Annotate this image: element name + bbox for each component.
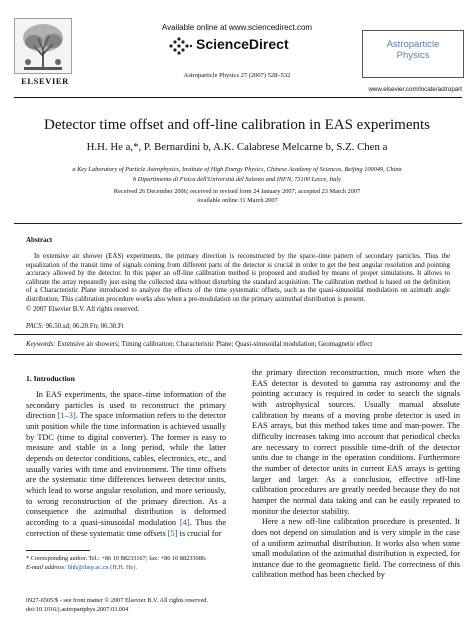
doi-line[interactable]: doi:10.1016/j.astropartphys.2007.03.004: [26, 606, 129, 613]
keywords-label: Keywords:: [26, 341, 56, 348]
introduction-right-column: [252, 368, 460, 581]
keywords-line: [26, 341, 372, 348]
abstract-copyright: © 2007 Elsevier B.V. All rights reserved.: [26, 306, 140, 313]
intro-right-paragraph-1: the primary direction reconstruction, much more when the EAS detector is devoted to gamma ray astronomy and the pointing accuracy is required in order to search the signals with astrophysical sources. Usually manual absolute calibration by means of a moving probe detector is used in EAS arrays, but this method takes time and man-power. The difficulty increases taking into account that periodical checks are necessary to correct possible time-drift of the detector units due to change in the operation conditions. Furthermore the number of detector units in current EAS arrays is getting larger and larger. As a conclusion, effective off-line calibration procedures are greatly needed because they do not hamper the normal data taking and can be easily repeated to monitor the detector stability.: [252, 368, 460, 516]
introduction-left-column: [26, 390, 226, 539]
intro-right-paragraph-2: Here a new off-line calibration procedure is presented. It does not depend on simulation and is very simple in the case of a uniform azimuthal distribution. It works also when some small modulation of the azimuthal distribution is expected, for instance due to the geomagnetic field. The correctness of this calibration method has been checked by: [252, 517, 460, 580]
header-rule: [14, 97, 462, 98]
abstract-top-rule: [14, 223, 462, 224]
reference-link-1-3[interactable]: [1–3]: [57, 411, 76, 421]
publisher-name: ELSEVIER: [21, 76, 69, 86]
email-label: E-mail address:: [26, 564, 67, 571]
received-dates: Received 26 December 2006; received in revised form 24 January 2007; accepted 23 March 2007: [113, 188, 361, 195]
journal-cover-box: [362, 30, 464, 78]
pacs-line: [26, 323, 124, 330]
keywords-values: Extensive air showers; Timing calibration; Characteristic Plane; Quasi-sinusoidal modulation; Geomagnetic effect: [57, 341, 373, 348]
keywords-top-rule: [14, 334, 462, 335]
affiliation-a: a Key Laboratory of Particle Astrophysics, Institute of High Energy Physics, Chinese Academy of Sciences, Beijing 100049, China: [72, 166, 402, 173]
email-note: [26, 564, 137, 571]
abstract-heading: Abstract: [26, 236, 53, 244]
intro-text-part1: In EAS experiments, the space–time information of the secondary particles is used to reconstruct the primary direction: [26, 390, 226, 421]
intro-text-part2: . The space information refers to the detector unit position while the time information is achieved usually by TDC (time to digital converter). The former is easy to measure and stable in a long period, while the latter depends on detector conditions, cables, electronics, etc., and usually varies with time and environment. The time offsets are the systematic time differences between detector units, which lead to worse angular resolution, and more seriously, to wrong reconstruction of the primary direction. As a consequence the azimuthal distribution is deformed according to a quasi-sinusoidal modulation: [26, 411, 226, 527]
journal-name-line2: Physics: [396, 50, 430, 61]
sciencedirect-title: ScienceDirect: [196, 36, 289, 52]
journal-citation: Astroparticle Physics 27 (2007) 528–532: [183, 72, 291, 79]
corresponding-author-note: * Corresponding author. Tel.: +86 10 88233167; fax: +86 10 88233086.: [26, 555, 207, 562]
reference-link-4[interactable]: [4]: [179, 517, 190, 527]
intro-text-part3: . Thus the correction of these systematic time offsets: [26, 517, 227, 538]
sciencedirect-brand: [168, 34, 318, 56]
affiliation-b: b Dipartimento di Fisica dell'Università del Salento and INFN, 73100 Lecce, Italy: [133, 176, 341, 183]
footnote-rule: [26, 550, 90, 551]
article-authors: H.H. He a,*, P. Bernardini b, A.K. Calabrese Melcarne b, S.Z. Chen a: [86, 141, 388, 153]
pacs-label: PACS:: [26, 323, 44, 330]
abstract-text: In extensive air shower (EAS) experiments, the primary direction is reconstructed by the space–time pattern of secondary particles. Thus the equalization of the transit time of signals coming from different parts of the detector is crucial in order to get the best angular resolution and pointing accuracy allowed by the detector. In this paper an off-line calibration method is proposed and studied by means of proper simulations. It allows to calibrate the array repeatedly just using the collected data without disturbing the standard acquisition. The calibration method is based on the definition of a Characteristic Plane introduced to analyze the effects of the time systematic offsets, such as the quasi-sinusoidal modulation on azimuth angle distribution. This calibration procedure works also when a pre-modulation on the primary azimuthal distribution is present.: [26, 253, 450, 303]
sciencedirect-dots-icon: [168, 36, 194, 56]
pacs-values: 96.50.sd; 06.20.Fn; 06.30.Ft: [45, 323, 124, 330]
reference-link-5[interactable]: [5]: [167, 528, 178, 538]
email-link[interactable]: hhh@ihep.ac.cn (H.H. He).: [67, 564, 138, 571]
intro-text-part4: is crucial for: [177, 528, 222, 538]
article-title: Detector time offset and off-line calibration in EAS experiments: [44, 117, 430, 133]
section-heading-introduction: 1. Introduction: [26, 374, 75, 383]
available-date: Available online 31 March 2007: [196, 197, 278, 204]
available-online-text: Available online at www.sciencedirect.com: [161, 23, 313, 32]
abstract-bottom-rule: [14, 354, 462, 355]
journal-name: [363, 39, 463, 61]
issn-line: 0927-6505/$ - see front matter © 2007 Elsevier B.V. All rights reserved.: [26, 597, 208, 604]
journal-url-link[interactable]: www.elsevier.com/locate/astropart: [368, 86, 462, 93]
journal-name-line1: Astroparticle: [386, 39, 440, 50]
